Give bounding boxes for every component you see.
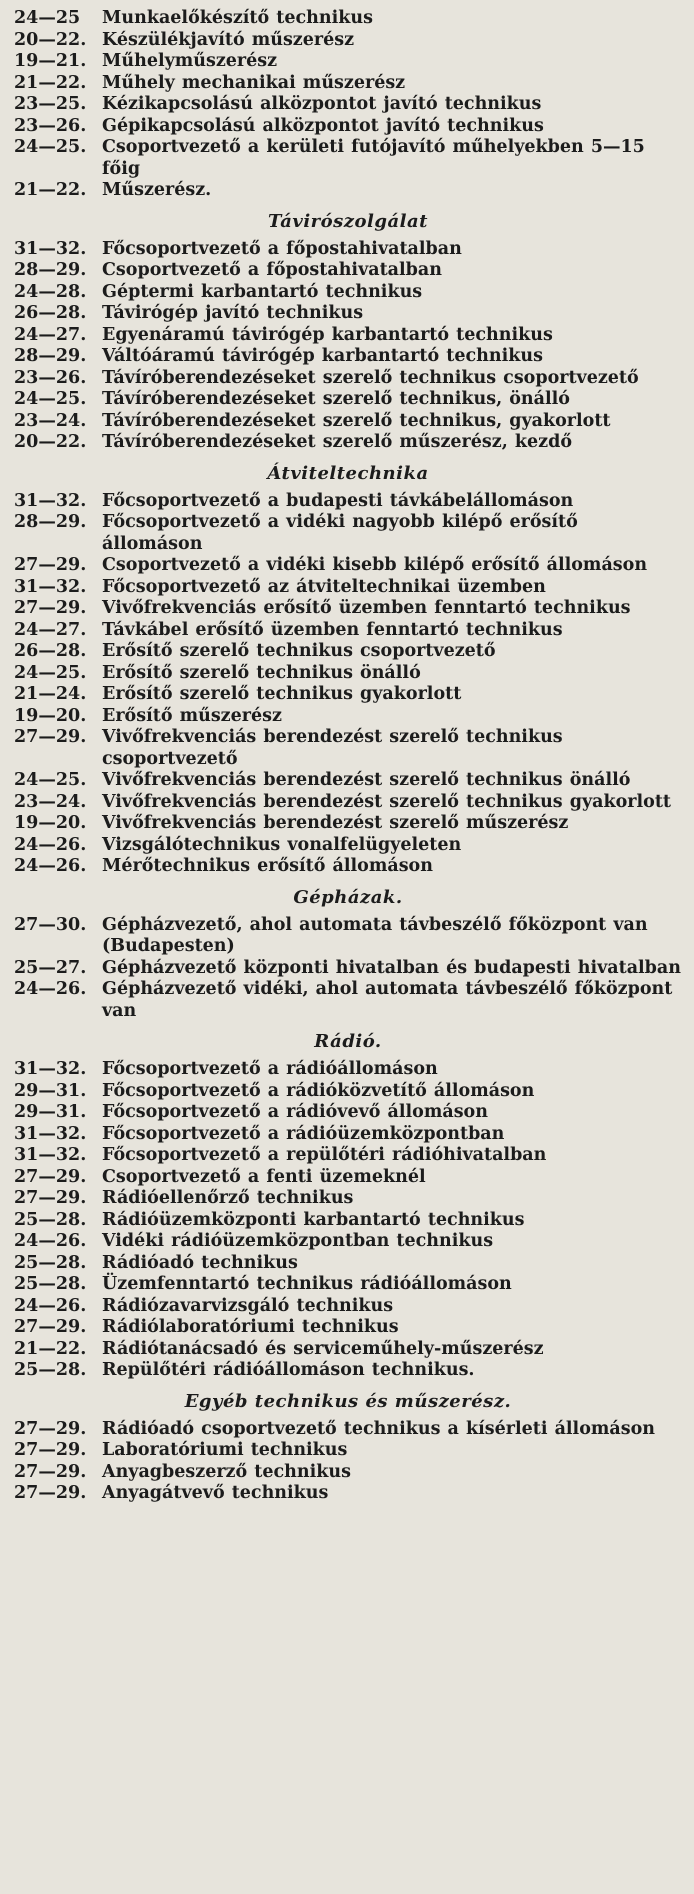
list-item [14,137,682,180]
job-title: Váltóáramú távirógép karbantartó technikus [102,346,543,366]
pay-grade-range: 24—27. [14,324,87,345]
pay-grade-range: 25—28. [14,1274,87,1294]
list-item [14,116,682,138]
job-title: Rádiólaboratóriumi technikus [102,1317,399,1337]
job-title: Erősítő szerelő technikus gyakorlott [102,684,462,704]
list-item [14,577,682,599]
pay-grade-range: 20—22. [14,432,87,452]
pay-grade-range: 21—22. [14,180,87,200]
pay-grade-range: 27—29. [14,1166,87,1187]
pay-grade-range: 23—24. [14,410,87,431]
list-item [14,303,682,325]
section-heading: Gépházak. [293,886,403,908]
pay-grade-range: 24—25. [14,389,87,409]
pay-grade-range: 26—28. [14,303,87,323]
pay-grade-range: 27—29. [14,1418,87,1439]
job-title: Főcsoportvezető a budapesti távkábelállomáson [102,490,574,511]
pay-grade-range: 23—26. [14,115,87,136]
pay-grade-range: 26—28. [14,641,87,661]
job-title: Főcsoportvezető a rádióvevő állomáson [102,1102,488,1122]
job-title: Távíróberendezéseket szerelő technikus, önálló [102,389,570,409]
list-item [14,1059,682,1081]
list-item [14,1339,682,1361]
job-title: Vidéki rádióüzemközpontban technikus [102,1231,494,1251]
section-heading: Rádió. [314,1031,382,1052]
list-item [14,555,682,577]
list-item [14,282,682,304]
pay-grade-range: 19—20. [14,813,87,833]
list-item [14,915,682,958]
job-title: Főcsoportvezető a rádióüzemközpontban [102,1123,505,1144]
job-title: Főcsoportvezető a rádióállomáson [102,1059,438,1079]
job-title: Vivőfrekvenciás berendezést szerelő technikus önálló [102,770,631,790]
job-title: Távíróberendezéseket szerelő technikus, gyakorlott [102,410,611,431]
list-item [14,368,682,390]
list-item [14,1483,682,1505]
job-title: Műhely mechanikai műszerész [102,72,406,93]
job-title: Távkábel erősítő üzemben fenntartó technikus [102,619,563,640]
job-title: Vivőfrekvenciás erősítő üzemben fenntartó technikus [102,598,631,618]
pay-grade-range: 25—27. [14,957,87,978]
job-title: Főcsoportvezető a repülőtéri rádióhivatalban [102,1145,547,1165]
list-item [14,835,682,857]
pay-grade-range: 24—25. [14,137,87,157]
pay-grade-range: 27—29. [14,727,87,747]
list-item [14,813,682,835]
section [14,887,682,1023]
list-item [14,180,682,202]
pay-grade-range: 28—29. [14,260,87,280]
job-title: Rádióellenőrző technikus [102,1188,354,1208]
job-title: Vivőfrekvenciás berendezést szerelő technikus csoportvezető [102,727,563,769]
pay-grade-range: 28—29. [14,346,87,366]
section [14,1391,682,1505]
pay-grade-range: 31—32. [14,1145,87,1165]
job-title: Gépikapcsolású alközpontot javító technikus [102,115,544,136]
list-item [14,1231,682,1253]
pay-grade-range: 19—20. [14,705,87,726]
pay-grade-range: 19—21. [14,51,87,71]
job-title: Műszerész. [102,180,212,200]
job-title: Főcsoportvezető az átviteltechnikai üzemben [102,576,546,597]
pay-grade-range: 23—24. [14,791,87,812]
list-item [14,51,682,73]
job-title: Rádióadó csoportvezető technikus a kísérleti állomáson [102,1418,655,1439]
pay-grade-range: 24—27. [14,619,87,640]
list-item [14,706,682,728]
job-title: Erősítő szerelő technikus csoportvezető [102,641,496,661]
job-title: Távirógép javító technikus [102,303,364,323]
section [14,1031,682,1382]
list-item [14,1296,682,1318]
list-item [14,1102,682,1124]
list-item [14,8,682,30]
list-item [14,491,682,513]
job-title: Géptermi karbantartó technikus [102,281,423,302]
job-title: Távíróberendezéseket szerelő műszerész, kezdő [102,432,572,452]
list-item [14,1317,682,1339]
list-item [14,1440,682,1462]
list-item [14,641,682,663]
pay-grade-range: 25—28. [14,1209,87,1230]
job-title: Erősítő műszerész [102,705,282,726]
job-title: Kézikapcsolású alközpontot javító technikus [102,94,542,114]
job-title: Munkaelőkészítő technikus [102,8,373,28]
list-item [14,346,682,368]
list-item [14,94,682,116]
pay-grade-range: 27—29. [14,1188,87,1208]
pay-grade-range: 24—26. [14,834,87,855]
job-title: Egyenáramú távirógép karbantartó technikus [102,324,553,345]
list-item [14,1419,682,1441]
pay-grade-range: 25—28. [14,1252,87,1273]
pay-grade-range: 27—29. [14,555,87,575]
pay-grade-range: 31—32. [14,238,87,259]
list-item [14,663,682,685]
job-title: Üzemfenntartó technikus rádióállomáson [102,1274,512,1294]
list-item [14,512,682,555]
job-title: Főcsoportvezető a vidéki nagyobb kilépő erősítő állomáson [102,512,578,554]
pay-grade-range: 27—29. [14,1483,87,1503]
list-item [14,1462,682,1484]
job-title: Rádióadó technikus [102,1252,298,1273]
list-item [14,1210,682,1232]
pay-grade-range: 23—25. [14,94,87,114]
pay-grade-range: 31—32. [14,1123,87,1144]
pay-grade-range: 27—29. [14,1461,87,1482]
job-title: Csoportvezető a vidéki kisebb kilépő erősítő állomáson [102,555,648,575]
list-item [14,598,682,620]
list-item [14,389,682,411]
job-title: Főcsoportvezető a főpostahivatalban [102,238,462,259]
list-item [14,239,682,261]
job-title: Készülékjavító műszerész [102,29,355,50]
list-item [14,1124,682,1146]
pay-grade-range: 27—29. [14,1317,87,1337]
section [14,211,682,454]
pay-grade-range: 31—32. [14,1059,87,1079]
pay-grade-range: 24—25 [14,8,81,28]
section [14,463,682,878]
job-title: Anyagátvevő technikus [102,1483,329,1503]
pay-grade-range: 29—31. [14,1102,87,1122]
pay-grade-range: 21—24. [14,684,87,704]
list-item [14,958,682,980]
job-title: Rádióüzemközponti karbantartó technikus [102,1209,525,1230]
pay-grade-range: 31—32. [14,576,87,597]
list-item [14,620,682,642]
list-item [14,1188,682,1210]
job-title: Csoportvezető a főpostahivatalban [102,260,442,280]
job-title: Laboratóriumi technikus [102,1440,348,1460]
job-title: Anyagbeszerző technikus [102,1461,351,1482]
pay-grade-range: 27—30. [14,914,87,935]
pay-grade-range: 21—22. [14,72,87,93]
list-item [14,1360,682,1382]
pay-grade-range: 24—25. [14,770,87,790]
pay-grade-range: 27—29. [14,598,87,618]
list-item [14,856,682,878]
list-item [14,411,682,433]
job-title: Erősítő szerelő technikus önálló [102,662,421,683]
job-title: Távíróberendezéseket szerelő technikus csoportvezető [102,367,639,388]
list-item [14,1081,682,1103]
pay-grade-range: 24—25. [14,662,87,683]
section-heading: Átviteltechnika [267,462,429,484]
pay-grade-range: 24—26. [14,1231,87,1251]
pay-grade-range: 29—31. [14,1080,87,1101]
job-title: Gépházvezető, ahol automata távbeszélő főközpont van (Budapesten) [102,914,648,956]
list-item [14,1145,682,1167]
list-item [14,684,682,706]
job-title: Csoportvezető a fenti üzemeknél [102,1166,426,1187]
job-title: Műhelyműszerész [102,51,278,71]
list-item [14,30,682,52]
pay-grade-range: 25—28. [14,1360,87,1380]
job-title: Vizsgálótechnikus vonalfelügyeleten [102,834,462,855]
list-item [14,770,682,792]
pay-grade-range: 31—32. [14,490,87,511]
section-heading: Egyéb technikus és műszerész. [184,1390,512,1412]
pay-grade-range: 24—28. [14,281,87,302]
pay-grade-range: 27—29. [14,1440,87,1460]
job-title: Repülőtéri rádióállomáson technikus. [102,1360,475,1380]
section-heading: Távirószolgálat [268,210,428,232]
pay-grade-range: 20—22. [14,29,87,50]
pay-grade-range: 21—22. [14,1338,87,1359]
list-item [14,979,682,1022]
pay-grade-range: 23—26. [14,367,87,388]
pay-grade-range: 24—26. [14,856,87,876]
job-title: Csoportvezető a kerületi futójavító műhelyekben 5—15 főig [102,137,645,179]
job-title: Rádiótanácsadó és serviceműhely-műszerész [102,1338,544,1359]
job-title: Gépházvezető vidéki, ahol automata távbeszélő főközpont van [102,979,673,1021]
job-title: Rádiózavarvizsgáló technikus [102,1295,394,1316]
job-title: Gépházvezető központi hivatalban és budapesti hivatalban [102,957,681,978]
job-title: Főcsoportvezető a rádióközvetítő állomáson [102,1080,535,1101]
pay-grade-range: 24—26. [14,1295,87,1316]
section [14,8,682,202]
job-title: Vivőfrekvenciás berendezést szerelő technikus gyakorlott [102,791,671,812]
pay-grade-range: 28—29. [14,512,87,532]
list-item [14,1253,682,1275]
job-title: Vivőfrekvenciás berendezést szerelő műszerész [102,813,569,833]
list-item [14,73,682,95]
list-item [14,260,682,282]
list-item [14,432,682,454]
job-title: Mérőtechnikus erősítő állomáson [102,856,433,876]
list-item [14,325,682,347]
list-item [14,792,682,814]
list-item [14,1167,682,1189]
list-item [14,727,682,770]
pay-grade-range: 24—26. [14,979,87,999]
list-item [14,1274,682,1296]
